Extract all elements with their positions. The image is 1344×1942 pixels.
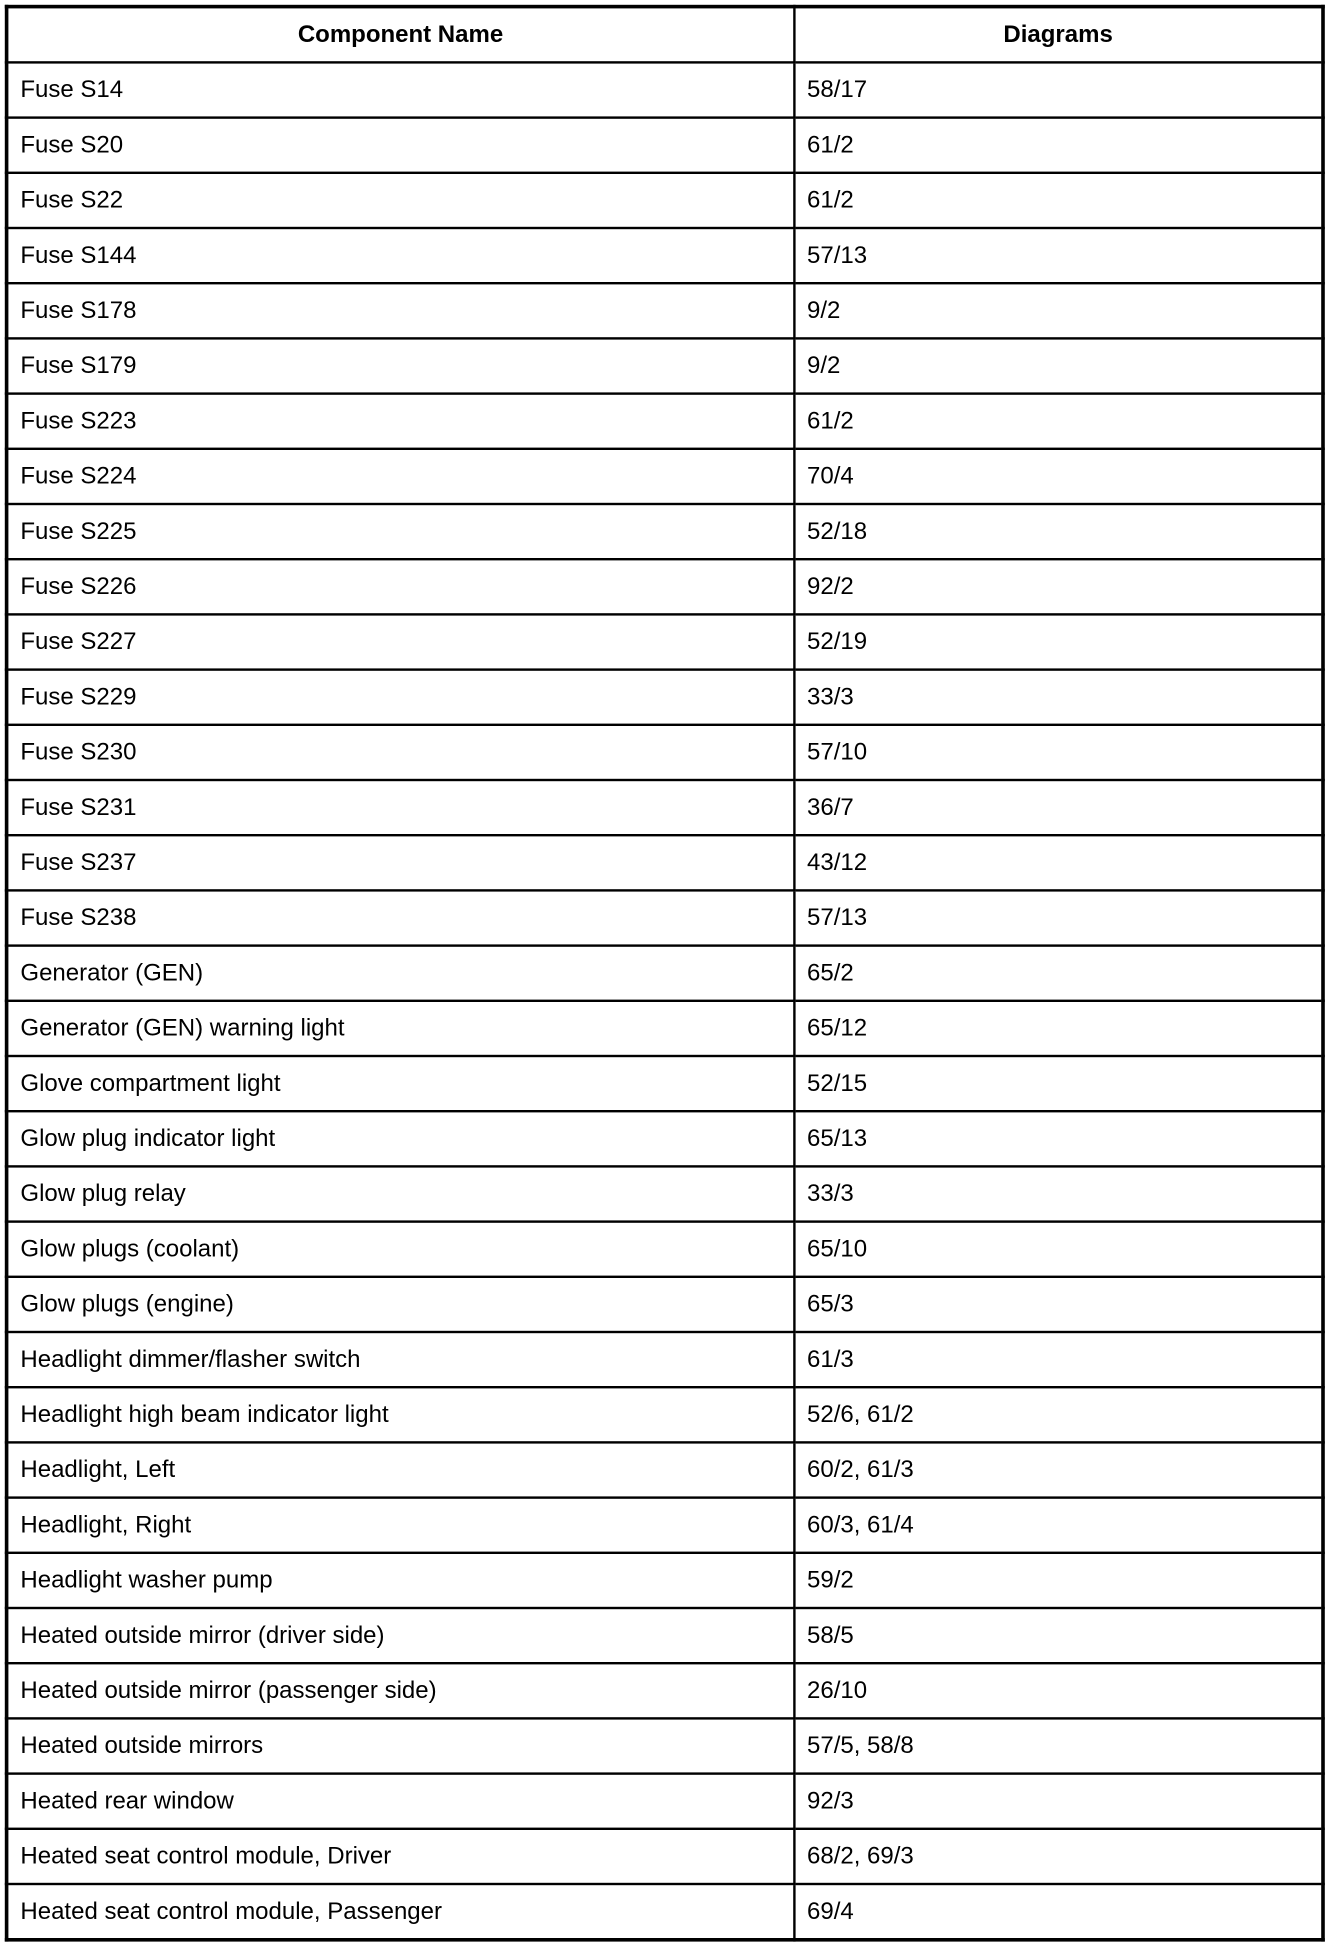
component-name-cell: Heated outside mirror (passenger side) — [7, 1663, 794, 1718]
table-row — [7, 1001, 1323, 1056]
table-row — [7, 670, 1323, 725]
component-name-cell: Generator (GEN) warning light — [7, 1001, 794, 1056]
component-name-cell: Fuse S230 — [7, 725, 794, 780]
component-name-cell: Fuse S237 — [7, 835, 794, 890]
component-name-cell: Fuse S229 — [7, 670, 794, 725]
diagrams-cell: 33/3 — [794, 670, 1323, 725]
component-name-cell: Fuse S225 — [7, 504, 794, 559]
diagrams-cell: 58/17 — [794, 62, 1323, 117]
table-row — [7, 1111, 1323, 1166]
diagrams-cell: 9/2 — [794, 338, 1323, 393]
diagrams-cell: 57/10 — [794, 725, 1323, 780]
diagrams-cell: 52/6, 61/2 — [794, 1387, 1323, 1442]
component-name-cell: Fuse S179 — [7, 338, 794, 393]
diagrams-cell: 52/15 — [794, 1056, 1323, 1111]
diagrams-cell: 59/2 — [794, 1553, 1323, 1608]
table-row — [7, 1387, 1323, 1442]
table-row — [7, 1498, 1323, 1553]
component-name-cell: Glow plug indicator light — [7, 1111, 794, 1166]
table-header-row — [7, 7, 1323, 63]
component-name-cell: Headlight washer pump — [7, 1553, 794, 1608]
table-row — [7, 1056, 1323, 1111]
diagrams-cell: 57/13 — [794, 890, 1323, 945]
component-name-cell: Heated seat control module, Driver — [7, 1829, 794, 1884]
table-row — [7, 1166, 1323, 1221]
diagrams-cell: 92/2 — [794, 559, 1323, 614]
diagrams-cell: 65/2 — [794, 946, 1323, 1001]
table-row — [7, 338, 1323, 393]
component-name-cell: Heated outside mirrors — [7, 1718, 794, 1773]
table-row — [7, 559, 1323, 614]
component-name-cell: Fuse S20 — [7, 118, 794, 173]
component-name-cell: Fuse S144 — [7, 228, 794, 283]
diagrams-cell: 65/12 — [794, 1001, 1323, 1056]
component-name-cell: Heated outside mirror (driver side) — [7, 1608, 794, 1663]
component-diagram-table — [5, 5, 1325, 1942]
diagrams-cell: 68/2, 69/3 — [794, 1829, 1323, 1884]
component-name-cell: Headlight dimmer/flasher switch — [7, 1332, 794, 1387]
component-name-cell: Headlight high beam indicator light — [7, 1387, 794, 1442]
table-row — [7, 890, 1323, 945]
table-row — [7, 1829, 1323, 1884]
diagrams-cell: 33/3 — [794, 1166, 1323, 1221]
diagrams-cell: 58/5 — [794, 1608, 1323, 1663]
diagrams-cell: 57/5, 58/8 — [794, 1718, 1323, 1773]
table-row — [7, 394, 1323, 449]
diagrams-cell: 69/4 — [794, 1884, 1323, 1940]
table-row — [7, 780, 1323, 835]
diagrams-cell: 61/2 — [794, 394, 1323, 449]
component-name-cell: Heated seat control module, Passenger — [7, 1884, 794, 1940]
component-name-cell: Headlight, Right — [7, 1498, 794, 1553]
table-row — [7, 1718, 1323, 1773]
component-name-cell: Fuse S231 — [7, 780, 794, 835]
diagrams-cell: 61/2 — [794, 118, 1323, 173]
component-name-cell: Heated rear window — [7, 1774, 794, 1829]
table-row — [7, 946, 1323, 1001]
table-row — [7, 228, 1323, 283]
table-row — [7, 504, 1323, 559]
diagrams-cell: 43/12 — [794, 835, 1323, 890]
table-row — [7, 614, 1323, 669]
column-header-component-name: Component Name — [7, 7, 794, 63]
diagrams-cell: 65/10 — [794, 1222, 1323, 1277]
diagrams-cell: 61/3 — [794, 1332, 1323, 1387]
table-row — [7, 449, 1323, 504]
diagrams-cell: 61/2 — [794, 173, 1323, 228]
component-name-cell: Fuse S22 — [7, 173, 794, 228]
component-name-cell: Glow plugs (coolant) — [7, 1222, 794, 1277]
diagrams-cell: 36/7 — [794, 780, 1323, 835]
table-row — [7, 1608, 1323, 1663]
table-row — [7, 1222, 1323, 1277]
diagrams-cell: 52/18 — [794, 504, 1323, 559]
table-row — [7, 173, 1323, 228]
diagrams-cell: 70/4 — [794, 449, 1323, 504]
diagrams-cell: 52/19 — [794, 614, 1323, 669]
diagrams-cell: 65/3 — [794, 1277, 1323, 1332]
table-row — [7, 725, 1323, 780]
table-row — [7, 1663, 1323, 1718]
table-row — [7, 283, 1323, 338]
diagrams-cell: 65/13 — [794, 1111, 1323, 1166]
diagrams-cell: 92/3 — [794, 1774, 1323, 1829]
column-header-diagrams: Diagrams — [794, 7, 1323, 63]
component-name-cell: Glow plug relay — [7, 1166, 794, 1221]
table-row — [7, 1442, 1323, 1497]
diagrams-cell: 57/13 — [794, 228, 1323, 283]
diagrams-cell: 9/2 — [794, 283, 1323, 338]
component-name-cell: Fuse S227 — [7, 614, 794, 669]
diagrams-cell: 60/3, 61/4 — [794, 1498, 1323, 1553]
table-row — [7, 1774, 1323, 1829]
table-row — [7, 118, 1323, 173]
diagrams-cell: 26/10 — [794, 1663, 1323, 1718]
component-name-cell: Glove compartment light — [7, 1056, 794, 1111]
table-row — [7, 835, 1323, 890]
component-name-cell: Fuse S226 — [7, 559, 794, 614]
table-row — [7, 1553, 1323, 1608]
component-name-cell: Fuse S223 — [7, 394, 794, 449]
table-row — [7, 1277, 1323, 1332]
component-name-cell: Headlight, Left — [7, 1442, 794, 1497]
table-row — [7, 62, 1323, 117]
diagrams-cell: 60/2, 61/3 — [794, 1442, 1323, 1497]
component-name-cell: Generator (GEN) — [7, 946, 794, 1001]
table-row — [7, 1884, 1323, 1940]
table-row — [7, 1332, 1323, 1387]
component-name-cell: Glow plugs (engine) — [7, 1277, 794, 1332]
component-name-cell: Fuse S224 — [7, 449, 794, 504]
table-body — [7, 62, 1323, 1939]
component-name-cell: Fuse S14 — [7, 62, 794, 117]
component-name-cell: Fuse S178 — [7, 283, 794, 338]
component-name-cell: Fuse S238 — [7, 890, 794, 945]
